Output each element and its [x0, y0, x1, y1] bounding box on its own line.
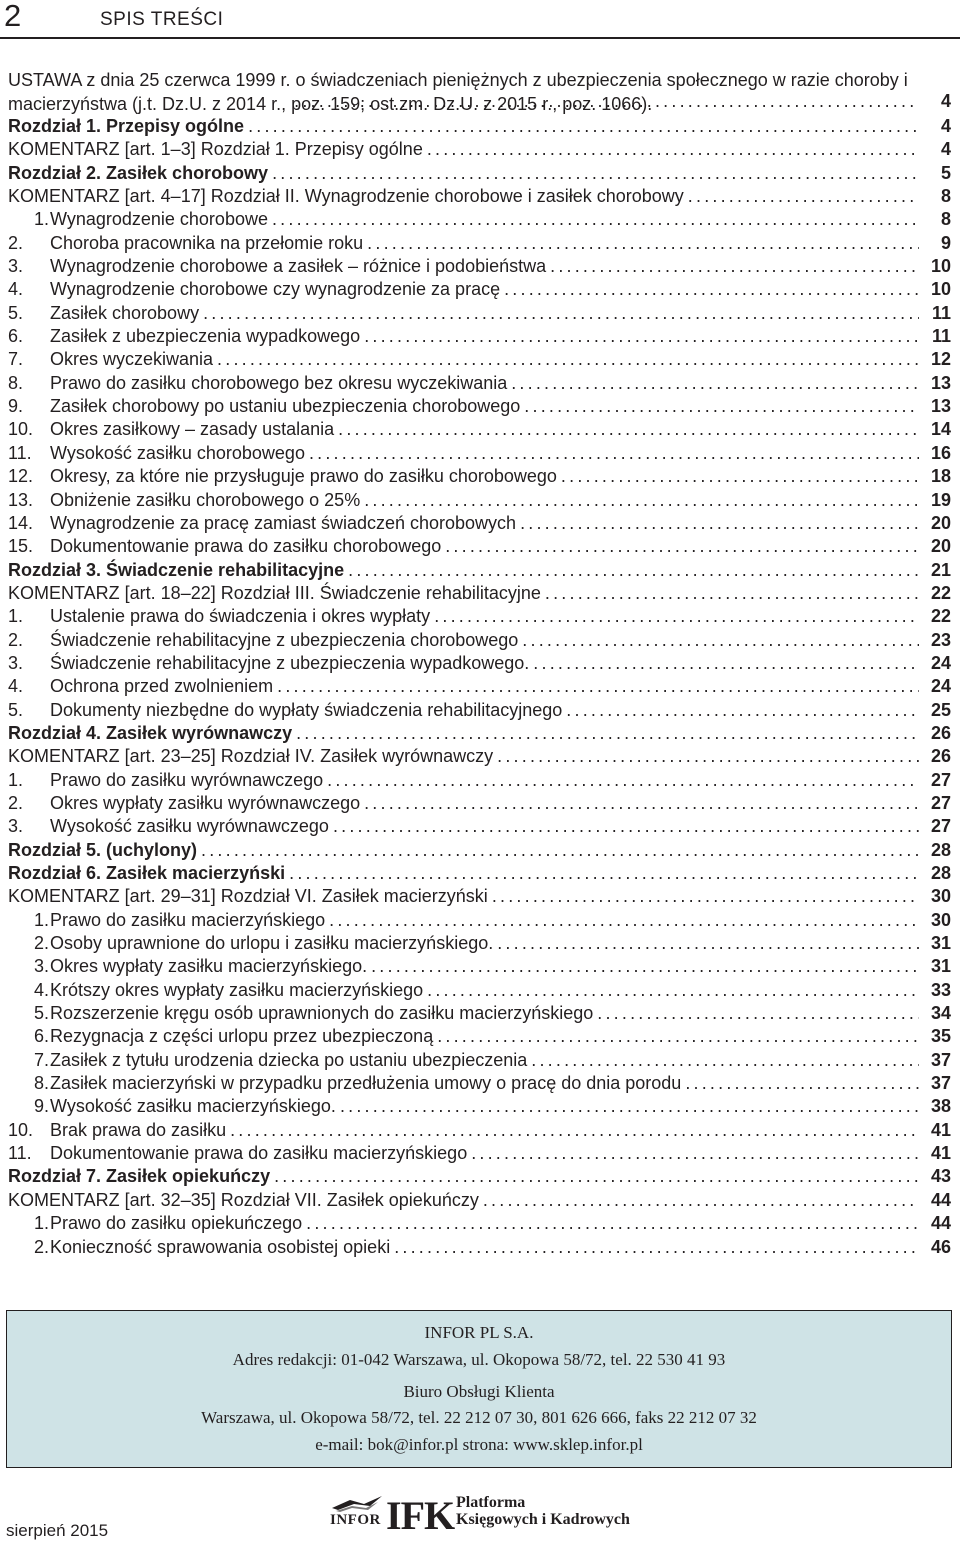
- toc-entry[interactable]: [8, 115, 951, 138]
- header-divider: [0, 37, 960, 39]
- page-ref: 43: [930, 1166, 951, 1187]
- page-ref: 27: [930, 769, 951, 790]
- page-ref: 5: [940, 162, 951, 183]
- toc-entry[interactable]: [8, 1072, 951, 1095]
- toc-entry-label: Okres wypłaty zasiłku wyrównawczego: [50, 792, 361, 813]
- toc-entry-number: 12.: [8, 466, 34, 487]
- toc-entry-label: Ochrona przed zwolnieniem: [50, 676, 274, 697]
- toc-entry[interactable]: [8, 185, 951, 208]
- dot-leader: [441, 535, 919, 558]
- dot-leader: [323, 769, 919, 792]
- toc-entry-label: Wynagrodzenie chorobowe a zasiłek – różnice i podobieństwa: [50, 256, 547, 277]
- page-ref: 20: [930, 536, 951, 557]
- toc-entry-number: 4.: [8, 676, 24, 697]
- toc-entry[interactable]: [8, 442, 951, 465]
- toc-entry-number: 11.: [8, 442, 32, 463]
- toc-entry[interactable]: [8, 395, 951, 418]
- dot-leader: [423, 138, 919, 161]
- dot-leader: [593, 1002, 919, 1025]
- toc-entry-number: 8.: [33, 1073, 49, 1094]
- toc-entry[interactable]: [8, 769, 951, 792]
- page-ref: 10: [930, 279, 951, 300]
- toc-entry-label: Świadczenie rehabilitacyjne z ubezpieczenia wypadkowego.: [50, 652, 530, 673]
- dot-leader: [527, 1049, 919, 1072]
- page-ref: 30: [930, 886, 951, 907]
- toc-entry[interactable]: [8, 1142, 951, 1165]
- dot-leader: [213, 348, 919, 371]
- page-ref: 11: [931, 326, 951, 347]
- page-ref: 13: [930, 372, 951, 393]
- toc-entry-label: Wynagrodzenie za pracę zamiast świadczeń chorobowych: [50, 512, 517, 533]
- dot-leader: [360, 489, 919, 512]
- page-ref: 30: [930, 909, 951, 930]
- toc-entry[interactable]: [8, 815, 951, 838]
- toc-entry-number: 11.: [8, 1143, 32, 1164]
- page-ref: 27: [930, 792, 951, 813]
- toc-entry-label: Okres zasiłkowy – zasady ustalania: [50, 419, 335, 440]
- toc-entry-label: Dokumentowanie prawa do zasiłku macierzyńskiego: [50, 1143, 468, 1164]
- toc-entry[interactable]: [8, 932, 951, 955]
- page-ref: 13: [930, 396, 951, 417]
- toc-entry-number: 3.: [8, 652, 24, 673]
- toc-entry-number: 3.: [33, 956, 49, 977]
- page-ref: 28: [930, 863, 951, 883]
- toc-entry-number: 10.: [8, 1119, 34, 1140]
- toc-entry[interactable]: [8, 1049, 951, 1072]
- toc-entry-number: 9.: [33, 1096, 49, 1117]
- toc-entry-label: Prawo do zasiłku opiekuńczego: [50, 1213, 303, 1234]
- toc-entry[interactable]: [8, 232, 951, 255]
- toc-entry-label: Wysokość zasiłku wyrównawczego: [50, 816, 329, 837]
- dot-leader: [285, 862, 919, 885]
- dot-leader: [329, 815, 919, 838]
- toc-entry-number: 14.: [8, 512, 34, 533]
- publisher-name: INFOR PL S.A.: [424, 1323, 534, 1342]
- dot-leader: [529, 652, 919, 675]
- toc-entry[interactable]: [8, 629, 951, 652]
- page-ref: 19: [930, 489, 951, 510]
- dot-leader: [325, 909, 919, 932]
- dot-leader: [336, 1095, 919, 1118]
- page-ref: 28: [930, 839, 951, 860]
- toc-entry[interactable]: [8, 278, 951, 301]
- toc-entry-label: Brak prawa do zasiłku: [50, 1119, 227, 1140]
- toc-entry-number: 5.: [8, 699, 24, 720]
- page-ref: 26: [930, 722, 951, 743]
- page-ref: 4: [940, 139, 951, 160]
- toc-entry-label: Prawo do zasiłku wyrównawczego: [50, 769, 324, 790]
- toc-entry[interactable]: [8, 1165, 951, 1188]
- toc-entry[interactable]: [8, 1095, 951, 1118]
- toc-entry[interactable]: [8, 792, 951, 815]
- toc-entry-label: Dokumenty niezbędne do wypłaty świadczenia rehabilitacyjnego: [50, 699, 563, 720]
- dot-leader: [516, 512, 919, 535]
- toc-entry-label: KOMENTARZ [art. 1–3] Rozdział 1. Przepisy ogólne: [8, 139, 423, 160]
- toc-entry[interactable]: [8, 862, 951, 885]
- dot-leader: [302, 1212, 919, 1235]
- toc-entry[interactable]: [8, 348, 951, 371]
- toc-entry[interactable]: [8, 1212, 951, 1235]
- toc-entry-label: KOMENTARZ [art. 29–31] Rozdział VI. Zasiłek macierzyński: [8, 886, 488, 907]
- page-title: SPIS TREŚCI: [100, 9, 224, 30]
- toc-entry[interactable]: [8, 489, 951, 512]
- toc-entry[interactable]: [8, 1025, 951, 1048]
- toc-entry-label: Choroba pracownika na przełomie roku: [50, 232, 364, 253]
- logo-line1: Platforma: [456, 1494, 526, 1511]
- page-ref: 35: [930, 1026, 951, 1047]
- publisher-address: Adres redakcji: 01-042 Warszawa, ul. Okopowa 58/72, tel. 22 530 41 93: [232, 1350, 726, 1369]
- toc-entry[interactable]: [8, 138, 951, 161]
- dot-leader: [488, 885, 919, 908]
- toc-entry-number: 2.: [8, 629, 24, 650]
- page-ref: 38: [930, 1096, 951, 1117]
- ifk-logo: [330, 1493, 650, 1538]
- dot-leader: [290, 90, 919, 113]
- page-ref: 8: [940, 209, 951, 230]
- dot-leader: [270, 1165, 919, 1188]
- page-ref: 14: [930, 419, 951, 440]
- page-ref: 12: [930, 349, 951, 370]
- page-ref: 44: [930, 1213, 951, 1234]
- toc-entry-number: 1.: [33, 1213, 49, 1234]
- dot-leader: [334, 418, 919, 441]
- toc-entry[interactable]: [8, 162, 951, 185]
- toc-entry-number: 9.: [8, 396, 24, 417]
- toc-entry-number: 5.: [8, 302, 24, 323]
- customer-service-title: Biuro Obsługi Klienta: [403, 1382, 555, 1401]
- toc-entry-label: KOMENTARZ [art. 18–22] Rozdział III. Świadczenie rehabilitacyjne: [8, 582, 541, 603]
- dot-leader: [360, 325, 919, 348]
- page-ref: 31: [930, 956, 951, 977]
- toc-entry-label: Rozdział 6. Zasiłek macierzyński: [8, 863, 286, 883]
- toc-entry-number: 6.: [33, 1026, 49, 1047]
- toc-entry-number: 2.: [8, 232, 24, 253]
- toc-entry-label: Zasiłek z tytułu urodzenia dziecka po ustaniu ubezpieczenia: [50, 1049, 528, 1070]
- toc-entry[interactable]: [8, 255, 951, 278]
- toc-entry[interactable]: [8, 722, 951, 745]
- dot-leader: [479, 1189, 919, 1212]
- dot-leader: [520, 395, 919, 418]
- dot-leader: [197, 839, 919, 862]
- toc-entry-label: Zasiłek z ubezpieczenia wypadkowego: [50, 326, 361, 347]
- toc-entry-number: 1.: [33, 209, 49, 230]
- toc-entry-number: 4.: [8, 279, 24, 300]
- toc-entry-label: Rozdział 5. (uchylony): [8, 839, 198, 860]
- dot-leader: [244, 115, 919, 138]
- page-ref: 24: [930, 652, 951, 673]
- page-ref: 46: [930, 1236, 951, 1257]
- publisher-info-box: [6, 1310, 952, 1468]
- toc-entry-label: Wynagrodzenie chorobowe czy wynagrodzenie za pracę: [50, 279, 501, 300]
- toc-entry-label: Konieczność sprawowania osobistej opieki: [50, 1236, 391, 1257]
- toc-entry[interactable]: [8, 208, 951, 231]
- publication-date: sierpień 2015: [6, 1521, 109, 1540]
- dot-leader: [681, 1072, 919, 1095]
- dot-leader: [493, 745, 919, 768]
- toc-entry-label: KOMENTARZ [art. 23–25] Rozdział IV. Zasiłek wyrównawczy: [8, 746, 494, 767]
- toc-entry-label: Prawo do zasiłku macierzyńskiego: [50, 909, 326, 930]
- dot-leader: [507, 372, 919, 395]
- toc-entry-label: Wysokość zasiłku macierzyńskiego.: [50, 1096, 336, 1117]
- toc-entry-label: Okresy, za które nie przysługuje prawo do zasiłku chorobowego: [50, 466, 557, 487]
- dot-leader: [433, 1025, 919, 1048]
- toc-entry-label: Zasiłek chorobowy po ustaniu ubezpieczenia chorobowego: [50, 396, 521, 417]
- toc-entry-number: 1.: [8, 606, 24, 627]
- toc-entry-label: Ustalenie prawa do świadczenia i okres wypłaty: [50, 606, 431, 627]
- page-ref: 25: [930, 699, 951, 720]
- toc-row-law-title: [8, 90, 951, 113]
- toc-entry[interactable]: [8, 582, 951, 605]
- dot-leader: [360, 792, 919, 815]
- toc-entry-label: Wynagrodzenie chorobowe: [50, 209, 268, 230]
- toc-entry-label: Świadczenie rehabilitacyjne z ubezpieczenia chorobowego: [50, 629, 519, 650]
- dot-leader: [541, 582, 919, 605]
- toc-entry[interactable]: [8, 418, 951, 441]
- dot-leader: [546, 255, 919, 278]
- toc-entry[interactable]: [8, 1189, 951, 1212]
- dot-leader: [292, 722, 919, 745]
- page-number: 2: [4, 0, 22, 33]
- toc-entry[interactable]: [8, 535, 951, 558]
- toc-entry[interactable]: [8, 955, 951, 978]
- toc-entry-label: Rozdział 7. Zasiłek opiekuńczy: [8, 1166, 271, 1187]
- toc-entry-number: 2.: [33, 1236, 49, 1257]
- toc-entry[interactable]: [8, 745, 951, 768]
- toc-entry[interactable]: [8, 675, 951, 698]
- page-ref: 31: [930, 933, 951, 954]
- page-ref: 23: [930, 629, 951, 650]
- toc-entry[interactable]: [8, 979, 951, 1002]
- toc-entry[interactable]: [8, 512, 951, 535]
- toc-entry-label: Zasiłek macierzyński w przypadku przedłużenia umowy o pracę do dnia porodu: [50, 1073, 682, 1094]
- toc-entry-number: 1.: [8, 769, 24, 790]
- dot-leader: [268, 208, 919, 231]
- toc-entry[interactable]: [8, 605, 951, 628]
- page-ref: 16: [930, 442, 951, 463]
- dot-leader: [199, 302, 919, 325]
- toc-entry-number: 2.: [33, 933, 49, 954]
- logo-infor-text: INFOR: [330, 1512, 381, 1528]
- toc-entry-number: 10.: [8, 419, 34, 440]
- toc-entry[interactable]: [8, 839, 951, 862]
- toc-entry-label: Zasiłek chorobowy: [50, 302, 200, 323]
- toc-entry[interactable]: [8, 325, 951, 348]
- page-header: [0, 0, 960, 38]
- page-ref: 22: [930, 582, 951, 603]
- toc-entry-number: 2.: [8, 792, 24, 813]
- page-ref: 33: [930, 979, 951, 1000]
- toc-entry-label: Rozdział 4. Zasiłek wyrównawczy: [8, 722, 293, 743]
- page-ref: 27: [930, 816, 951, 837]
- toc-entry-label: Obniżenie zasiłku chorobowego o 25%: [50, 489, 361, 510]
- toc-entry-label: KOMENTARZ [art. 4–17] Rozdział II. Wynagrodzenie chorobowe i zasiłek chorobowy: [8, 186, 684, 207]
- page-ref: 22: [930, 606, 951, 627]
- toc-entry[interactable]: [8, 909, 951, 932]
- toc-entry-label: Rozszerzenie kręgu osób uprawnionych do zasiłku macierzyńskiego: [50, 1003, 594, 1024]
- page-ref: 11: [931, 302, 951, 323]
- toc-entry-number: 7.: [8, 349, 24, 370]
- toc-entry[interactable]: [8, 1002, 951, 1025]
- toc-entry[interactable]: [8, 465, 951, 488]
- toc-entry-label: Dokumentowanie prawa do zasiłku chorobowego: [50, 536, 442, 557]
- toc-entry-label: Okres wyczekiwania: [50, 349, 214, 370]
- dot-leader: [557, 465, 919, 488]
- law-title-text: USTAWA z dnia 25 czerwca 1999 r. o świadczeniach pieniężnych z ubezpieczenia społecznego w razie choroby i macierzyństwa (j.t. Dz.U. z 2014 r., poz. 159; ost.zm. Dz.U. z 2015 r., poz. 1066).: [8, 70, 908, 114]
- page-ref: 8: [940, 186, 951, 207]
- page-ref: 37: [930, 1049, 951, 1070]
- toc-entry[interactable]: [8, 372, 951, 395]
- dot-leader: [684, 185, 919, 208]
- page-ref: 10: [930, 256, 951, 277]
- contact-info: e-mail: bok@infor.pl strona: www.sklep.infor.pl: [315, 1435, 643, 1454]
- toc-entry-number: 13.: [8, 489, 34, 510]
- dot-leader: [363, 232, 919, 255]
- dot-leader: [273, 675, 919, 698]
- dot-leader: [423, 979, 919, 1002]
- toc-entry-number: 3.: [8, 256, 24, 277]
- dot-leader: [430, 605, 919, 628]
- toc-entry-label: Rozdział 3. Świadczenie rehabilitacyjne: [8, 559, 345, 580]
- toc-entry-number: 8.: [8, 372, 24, 393]
- dot-leader: [467, 1142, 919, 1165]
- logo-ifk-text: IFK: [386, 1493, 455, 1538]
- dot-leader: [367, 955, 919, 978]
- page-ref: 4: [940, 91, 951, 111]
- logo-line2: Księgowych i Kadrowych: [456, 1511, 630, 1528]
- toc-entry[interactable]: [8, 559, 951, 582]
- page-ref: 44: [930, 1189, 951, 1210]
- toc-entry-label: Rozdział 1. Przepisy ogólne: [8, 116, 245, 136]
- toc-entry-label: Rezygnacja z części urlopu przez ubezpieczoną: [50, 1026, 434, 1047]
- toc-entry-number: 4.: [33, 979, 49, 1000]
- page-ref: 21: [930, 559, 951, 580]
- dot-leader: [562, 699, 919, 722]
- dot-leader: [390, 1236, 919, 1259]
- dot-leader: [344, 559, 919, 582]
- page-ref: 41: [930, 1119, 951, 1140]
- page-ref: 4: [940, 116, 951, 136]
- toc-entry-number: 3.: [8, 816, 24, 837]
- page-ref: 37: [930, 1073, 951, 1094]
- page-ref: 18: [930, 466, 951, 487]
- toc-entry-label: KOMENTARZ [art. 32–35] Rozdział VII. Zasiłek opiekuńczy: [8, 1189, 479, 1210]
- page-ref: 26: [930, 746, 951, 767]
- toc-entry[interactable]: [8, 885, 951, 908]
- dot-leader: [305, 442, 919, 465]
- toc-entry-number: 7.: [33, 1049, 49, 1070]
- page-ref: 34: [930, 1003, 951, 1024]
- toc-entry-number: 1.: [33, 909, 49, 930]
- toc-entry-label: Rozdział 2. Zasiłek chorobowy: [8, 162, 269, 183]
- toc-entry-number: 6.: [8, 326, 24, 347]
- toc-entry[interactable]: [8, 1119, 951, 1142]
- toc-entry-label: Okres wypłaty zasiłku macierzyńskiego.: [50, 956, 368, 977]
- infor-bird-icon: [330, 1494, 386, 1514]
- toc-entry-label: Wysokość zasiłku chorobowego: [50, 442, 305, 463]
- toc-entry-number: 5.: [33, 1003, 49, 1024]
- page-ref: 24: [930, 676, 951, 697]
- dot-leader: [500, 278, 919, 301]
- dot-leader: [226, 1119, 919, 1142]
- page-ref: 41: [930, 1143, 951, 1164]
- toc-entry-number: 15.: [8, 536, 34, 557]
- dot-leader: [268, 162, 919, 185]
- page-ref: 9: [940, 232, 951, 253]
- page-ref: 20: [930, 512, 951, 533]
- toc-entry[interactable]: [8, 652, 951, 675]
- customer-service-address: Warszawa, ul. Okopowa 58/72, tel. 22 212 07 30, 801 626 666, faks 22 212 07 32: [201, 1408, 757, 1427]
- toc-entry-label: Osoby uprawnione do urlopu i zasiłku macierzyńskiego.: [50, 933, 494, 954]
- toc-entry[interactable]: [8, 1236, 951, 1259]
- dot-leader: [518, 629, 919, 652]
- dot-leader: [493, 932, 919, 955]
- toc-entry-label: Prawo do zasiłku chorobowego bez okresu wyczekiwania: [50, 372, 508, 393]
- toc-entry[interactable]: [8, 302, 951, 325]
- toc-entry[interactable]: [8, 699, 951, 722]
- toc-entry-label: Krótszy okres wypłaty zasiłku macierzyńskiego: [50, 979, 424, 1000]
